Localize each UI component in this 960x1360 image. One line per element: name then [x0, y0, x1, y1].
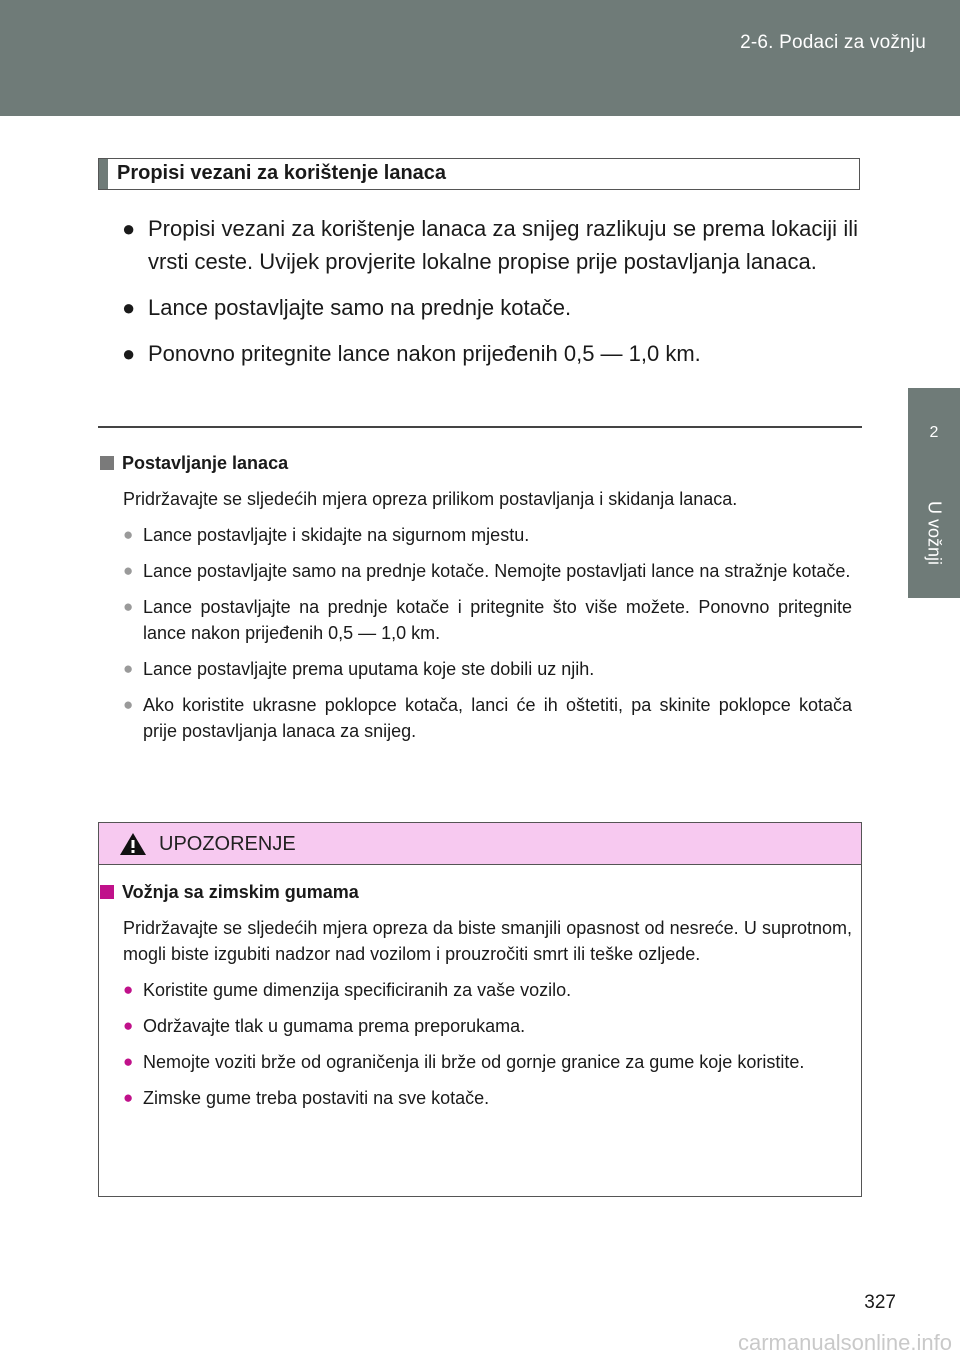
square-bullet-icon: [100, 456, 114, 470]
list-item: ● Koristite gume dimenzija specificiranih za vaše vozilo.: [100, 977, 852, 1003]
list-item: ● Ponovno pritegnite lance nakon prijeđenih 0,5 — 1,0 km.: [122, 337, 858, 370]
list-item: ● Lance postavljajte i skidajte na sigurnom mjestu.: [100, 522, 852, 548]
warning-triangle-icon: [119, 832, 147, 856]
rules-list: [122, 212, 858, 383]
list-item: ● Lance postavljajte prema uputama koje ste dobili uz njih.: [100, 656, 852, 682]
bullet-icon: ●: [123, 525, 134, 544]
section-marker: [99, 159, 108, 189]
divider: [98, 426, 862, 428]
bullet-icon: ●: [123, 561, 134, 580]
list-item: ● Zimske gume treba postaviti na sve kotače.: [100, 1085, 852, 1111]
bullet-icon: ●: [123, 695, 134, 714]
bullet-icon: ●: [122, 341, 136, 366]
warning-intro: Pridržavajte se sljedećih mjera opreza da biste smanjili opasnost od nesreće. U suprotnom, mogli biste izgubiti nadzor nad vozilom i prouzročiti smrt ili teške ozljede.: [123, 918, 852, 964]
list-item: ● Održavajte tlak u gumama prema preporukama.: [100, 1013, 852, 1039]
square-bullet-icon: [100, 885, 114, 899]
bullet-icon: ●: [123, 659, 134, 678]
header-bar: [0, 0, 960, 116]
bullet-icon: ●: [123, 1088, 134, 1107]
bullet-icon: ●: [123, 1016, 134, 1035]
side-chapter-tab: [908, 388, 960, 598]
warning-header: [99, 823, 861, 865]
section-title-box: [98, 158, 860, 190]
side-tab-label: U vožnji: [924, 500, 945, 566]
list-item: ● Lance postavljajte samo na prednje kotače.: [122, 291, 858, 324]
bullet-icon: ●: [123, 1052, 134, 1071]
page-number: 327: [864, 1292, 896, 1313]
installing-heading: Postavljanje lanaca: [100, 450, 852, 476]
list-item: ● Nemojte voziti brže od ograničenja ili brže od gornje granice za gume koje koristite.: [100, 1049, 852, 1075]
bullet-icon: ●: [122, 295, 136, 320]
warning-heading: Vožnja sa zimskim gumama: [100, 879, 852, 905]
chapter-title: 2-6. Podaci za vožnju: [740, 32, 926, 53]
bullet-icon: ●: [123, 980, 134, 999]
warning-box: [98, 822, 862, 1197]
warning-title: UPOZORENJE: [159, 833, 296, 855]
watermark: carmanualsonline.info: [737, 1330, 952, 1355]
warning-body: [100, 879, 852, 1121]
section-title: Propisi vezani za korištenje lanaca: [117, 162, 447, 184]
bullet-icon: ●: [122, 216, 136, 241]
side-tab-number: 2: [929, 424, 939, 441]
installing-section: [100, 450, 852, 754]
list-item: ● Lance postavljajte samo na prednje kotače. Nemojte postavljati lance na stražnje kotače.: [100, 558, 852, 584]
list-item: ● Ako koristite ukrasne poklopce kotača, lanci će ih oštetiti, pa skinite poklopce kotača prije postavljanja lanaca za snijeg.: [100, 692, 852, 744]
list-item: ● Propisi vezani za korištenje lanaca za snijeg razlikuju se prema lokaciji ili vrsti ceste. Uvijek provjerite lokalne propise prije postavljanja lanaca.: [122, 212, 858, 278]
installing-intro: Pridržavajte se sljedećih mjera opreza prilikom postavljanja i skidanja lanaca.: [123, 489, 738, 509]
bullet-icon: ●: [123, 597, 134, 616]
list-item: ● Lance postavljajte na prednje kotače i pritegnite što više možete. Ponovno pritegnite lance nakon prijeđenih 0,5 — 1,0 km.: [100, 594, 852, 646]
